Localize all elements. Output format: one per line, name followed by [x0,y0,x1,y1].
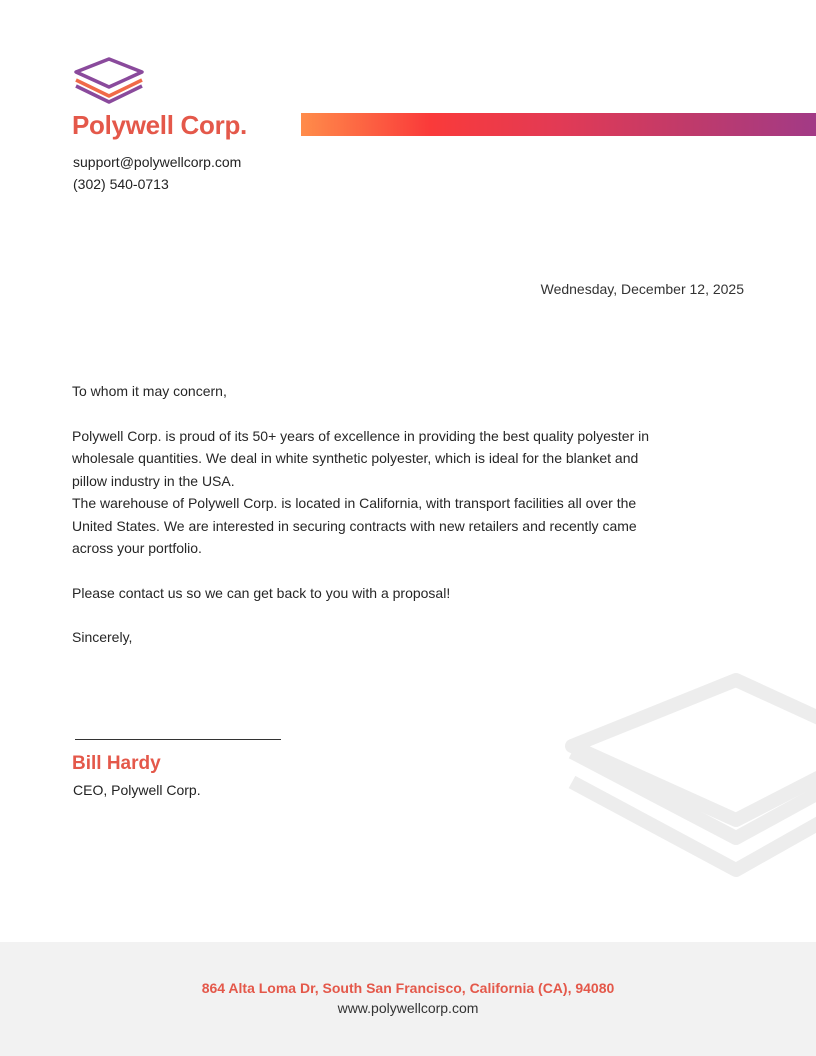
body-line: The warehouse of Polywell Corp. is located in California, with transport facilities all over the [72,495,637,511]
contact-phone[interactable]: (302) 540-0713 [73,176,169,192]
footer [0,942,816,1056]
sign-off: Sincerely, [72,629,133,645]
footer-website[interactable]: www.polywellcorp.com [337,1000,479,1016]
contact-block [73,151,241,195]
body-line: across your portfolio. [72,540,202,556]
body-line: United States. We are interested in securing contracts with new retailers and recently came [72,517,637,534]
contact-email[interactable]: support@polywellcorp.com [73,154,242,170]
body-paragraph [72,425,692,560]
stacked-layers-icon [72,57,146,107]
closing-line: Please contact us so we can get back to you with a proposal! [72,584,451,601]
watermark-layers-icon [560,670,816,900]
body-line: Polywell Corp. is proud of its 50+ years of excellence in providing the best quality polyester in [72,427,650,444]
letter-body [72,380,692,649]
signature-line [75,739,281,740]
company-name: Polywell Corp. [72,110,247,140]
body-line: wholesale quantities. We deal in white synthetic polyester, which is ideal for the blanket and [72,450,639,466]
signer-title: CEO, Polywell Corp. [73,782,201,798]
body-line: pillow industry in the USA. [72,472,235,489]
header-gradient-bar [301,113,816,136]
signer-name: Bill Hardy [72,753,161,774]
greeting: To whom it may concern, [72,383,227,399]
letter-date: Wednesday, December 12, 2025 [540,281,744,297]
footer-address: 864 Alta Loma Dr, South San Francisco, California (CA), 94080 [201,980,615,996]
